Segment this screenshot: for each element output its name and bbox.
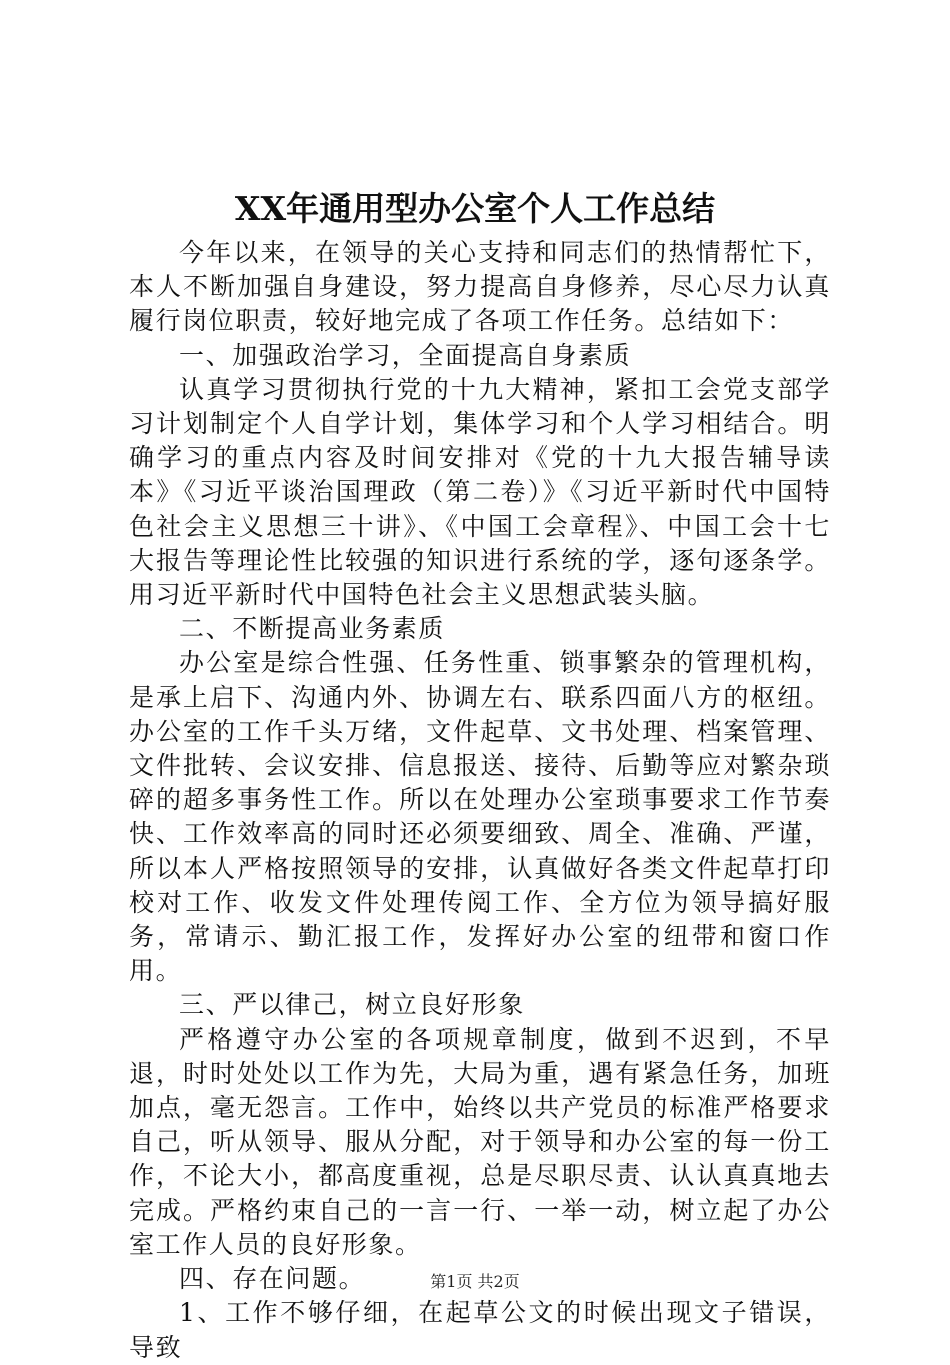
page-footer [0,1272,950,1292]
section-heading-1: 一、加强政治学习，全面提高自身素质 [179,340,632,370]
section-3-paragraph: 严格遵守办公室的各项规章制度，做到不迟到，不早退，时时处处以工作为先，大局为重，遇有紧急任务，加班加点，毫无怨言。工作中，始终以共产党员的标准严格要求自己，听从领导、服从分配，对于领导和办公室的每一份工作，不论大小，都高度重视，总是尽职尽责、认认真真地去完成。严格约束自己的一言一行、一举一动，树立起了办公室工作人员的良好形象。 [129,1024,831,1259]
document-body [129,236,831,1365]
section-heading-2: 二、不断提高业务素质 [179,614,446,644]
section-heading-3: 三、严以律己，树立良好形象 [179,990,525,1020]
page-number: 第1页 [430,1272,473,1291]
section-2-paragraph: 办公室是综合性强、任务性重、锁事繁杂的管理机构，是承上启下、沟通内外、协调左右、联系四面八方的枢纽。办公室的工作千头万绪，文件起草、文书处理、档案管理、文件批转、会议安排、信息报送、接待、后勤等应对繁杂琐碎的超多事务性工作。所以在处理办公室琐事要求工作节奏快、工作效率高的同时还必须要细致、周全、准确、严谨，所以本人严格按照领导的安排，认真做好各类文件起草打印校对工作、收发文件处理传阅工作、全方位为领导搞好服务，常请示、勤汇报工作，发挥好办公室的纽带和窗口作用。 [129,648,831,986]
intro-paragraph: 今年以来，在领导的关心支持和同志们的热情帮忙下，本人不断加强自身建设，努力提高自身修养，尽心尽力认真履行岗位职责，较好地完成了各项工作任务。总结如下： [129,238,831,336]
section-4-item-1: 1、工作不够仔细，在起草公文的时候出现文子错误，导致 [129,1298,831,1362]
section-heading-4: 四、存在问题。 [179,1264,366,1294]
page-total: 共2页 [477,1272,520,1291]
section-1-paragraph: 认真学习贯彻执行党的十九大精神，紧扣工会党支部学习计划制定个人自学计划，集体学习和个人学习相结合。明确学习的重点内容及时间安排对《党的十九大报告辅导读本》《习近平谈治国理政（第二卷）》《习近平新时代中国特色社会主义思想三十讲》、《中国工会章程》、中国工会十七大报告等理论性比较强的知识进行系统的学，逐句逐条学。用习近平新时代中国特色社会主义思想武装头脑。 [129,374,831,610]
page-title: XX年通用型办公室个人工作总结 [234,189,716,228]
